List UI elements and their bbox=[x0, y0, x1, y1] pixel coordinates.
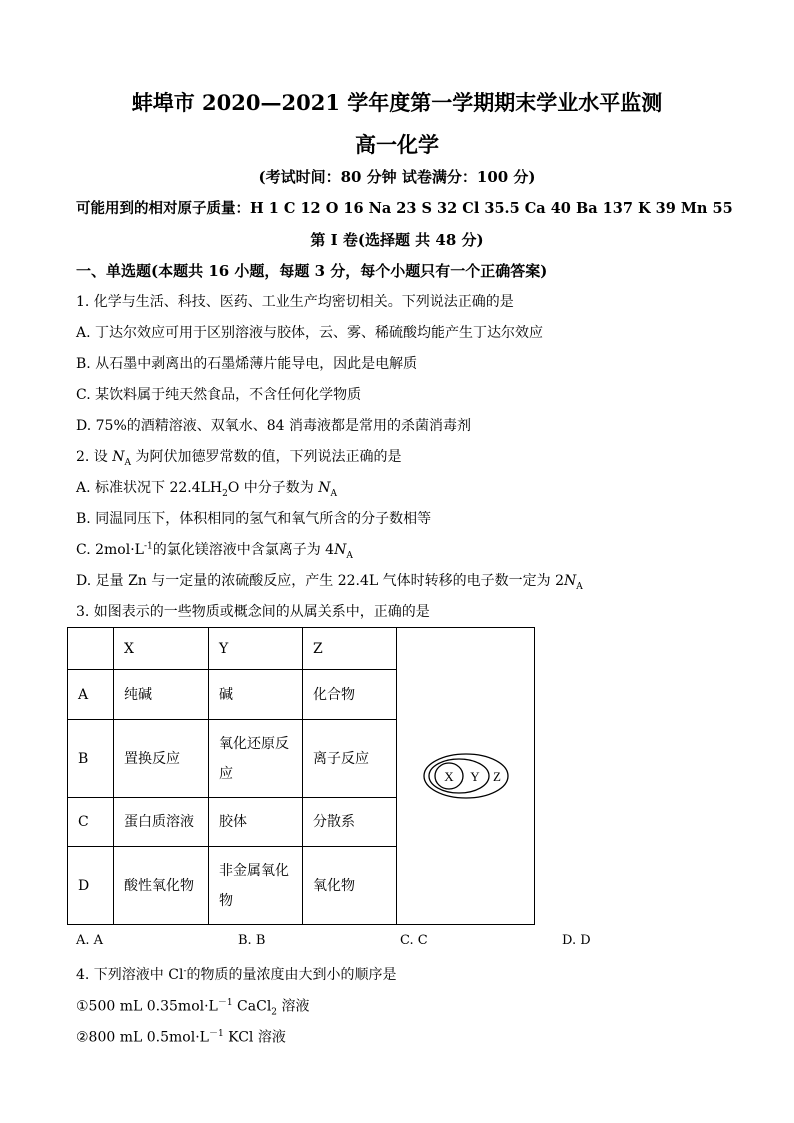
q2-option-d: D. 足量 Zn 与一定量的浓硫酸反应，产生 22.4L 气体时转移的电子数一定为 $2N_A$ bbox=[76, 573, 583, 592]
q4-item-1: ①500 mL $0.35mol\cdot L^{-1}$ CaCl$_2$ 溶液 bbox=[76, 998, 310, 1018]
q2-option-c: C. $2mol\cdot L^{-1}$的氯化镁溶液中含氯离子为 $4N_A$ bbox=[76, 541, 353, 561]
exam-title: 蚌埠市 2020—2021 学年度第一学期期末学业水平监测 bbox=[131, 90, 663, 115]
q2-stem: 2. 设 $N_A$ 为阿伏加德罗常数的值，下列说法正确的是 bbox=[76, 449, 402, 468]
table-cell: D bbox=[68, 847, 114, 925]
volume-heading: 第 I 卷(选择题 共 48 分) bbox=[310, 231, 484, 249]
z-label: Z bbox=[493, 769, 501, 784]
y-label: Y bbox=[470, 769, 480, 784]
q3-option-a: A. A bbox=[76, 933, 104, 948]
table-cell: 氧化物 bbox=[303, 847, 397, 925]
q4-stem: 4. 下列溶液中 Cl-的物质的量浓度由大到小的顺序是 bbox=[76, 966, 397, 983]
x-label: X bbox=[444, 769, 454, 784]
q1-stem: 1. 化学与生活、科技、医药、工业生产均密切相关。下列说法正确的是 bbox=[76, 294, 514, 310]
table-cell: B bbox=[68, 720, 114, 798]
q2-option-b: B. 同温同压下，体积相同的氢气和氧气所含的分子数相等 bbox=[76, 511, 432, 527]
atomic-masses: 可能用到的相对原子质量：H 1 C 12 O 16 Na 23 S 32 Cl 35.5 Ca 40 Ba 137 K 39 Mn 55 bbox=[76, 200, 733, 217]
table-cell: 置换反应 bbox=[114, 720, 209, 798]
diagram-cell bbox=[397, 628, 535, 925]
table-cell: 胶体 bbox=[209, 798, 303, 847]
table-cell: Y bbox=[209, 628, 303, 670]
table-cell bbox=[68, 628, 114, 670]
q1-option-d: D. 75%的酒精溶液、双氧水、84 消毒液都是常用的杀菌消毒剂 bbox=[76, 418, 472, 434]
q3-option-b: B. B bbox=[238, 933, 266, 948]
exam-info: (考试时间：80 分钟 试卷满分：100 分) bbox=[258, 168, 536, 186]
table-cell: 酸性氧化物 bbox=[114, 847, 209, 925]
table-cell: 碱 bbox=[209, 670, 303, 720]
table-header-row bbox=[68, 628, 535, 670]
table-cell: Z bbox=[303, 628, 397, 670]
q2-option-a: A. 标准状况下 $22.4LH_2O$ 中分子数为 $N_A$ bbox=[76, 480, 338, 499]
y-ellipse bbox=[429, 759, 489, 793]
q4-item-2: ②800 mL $0.5mol\cdot L^{-1}$ KCl 溶液 bbox=[76, 1029, 286, 1046]
table-cell: A bbox=[68, 670, 114, 720]
q3-option-d: D. D bbox=[562, 933, 591, 948]
table-cell: 纯碱 bbox=[114, 670, 209, 720]
table-cell: 蛋白质溶液 bbox=[114, 798, 209, 847]
table-cell: 氧化还原反应 bbox=[209, 720, 303, 798]
q3-table bbox=[67, 627, 535, 925]
q1-option-b: B. 从石墨中剥离出的石墨烯薄片能导电，因此是电解质 bbox=[76, 356, 418, 372]
table-cell: 非金属氧化物 bbox=[209, 847, 303, 925]
q1-option-a: A. 丁达尔效应可用于区别溶液与胶体，云、雾、稀硫酸均能产生丁达尔效应 bbox=[76, 325, 544, 341]
q1-option-c: C. 某饮料属于纯天然食品，不含任何化学物质 bbox=[76, 387, 362, 403]
nested-sets-diagram bbox=[397, 746, 535, 806]
table-cell: 分散系 bbox=[303, 798, 397, 847]
table-cell: C bbox=[68, 798, 114, 847]
table-cell: X bbox=[114, 628, 209, 670]
table-cell: 离子反应 bbox=[303, 720, 397, 798]
section-heading: 一、单选题(本题共 16 小题，每题 3 分，每个小题只有一个正确答案) bbox=[76, 262, 548, 280]
table-cell: 化合物 bbox=[303, 670, 397, 720]
q3-stem: 3. 如图表示的一些物质或概念间的从属关系中，正确的是 bbox=[76, 604, 430, 620]
subject-title: 高一化学 bbox=[355, 132, 439, 157]
q3-option-c: C. C bbox=[400, 933, 428, 948]
